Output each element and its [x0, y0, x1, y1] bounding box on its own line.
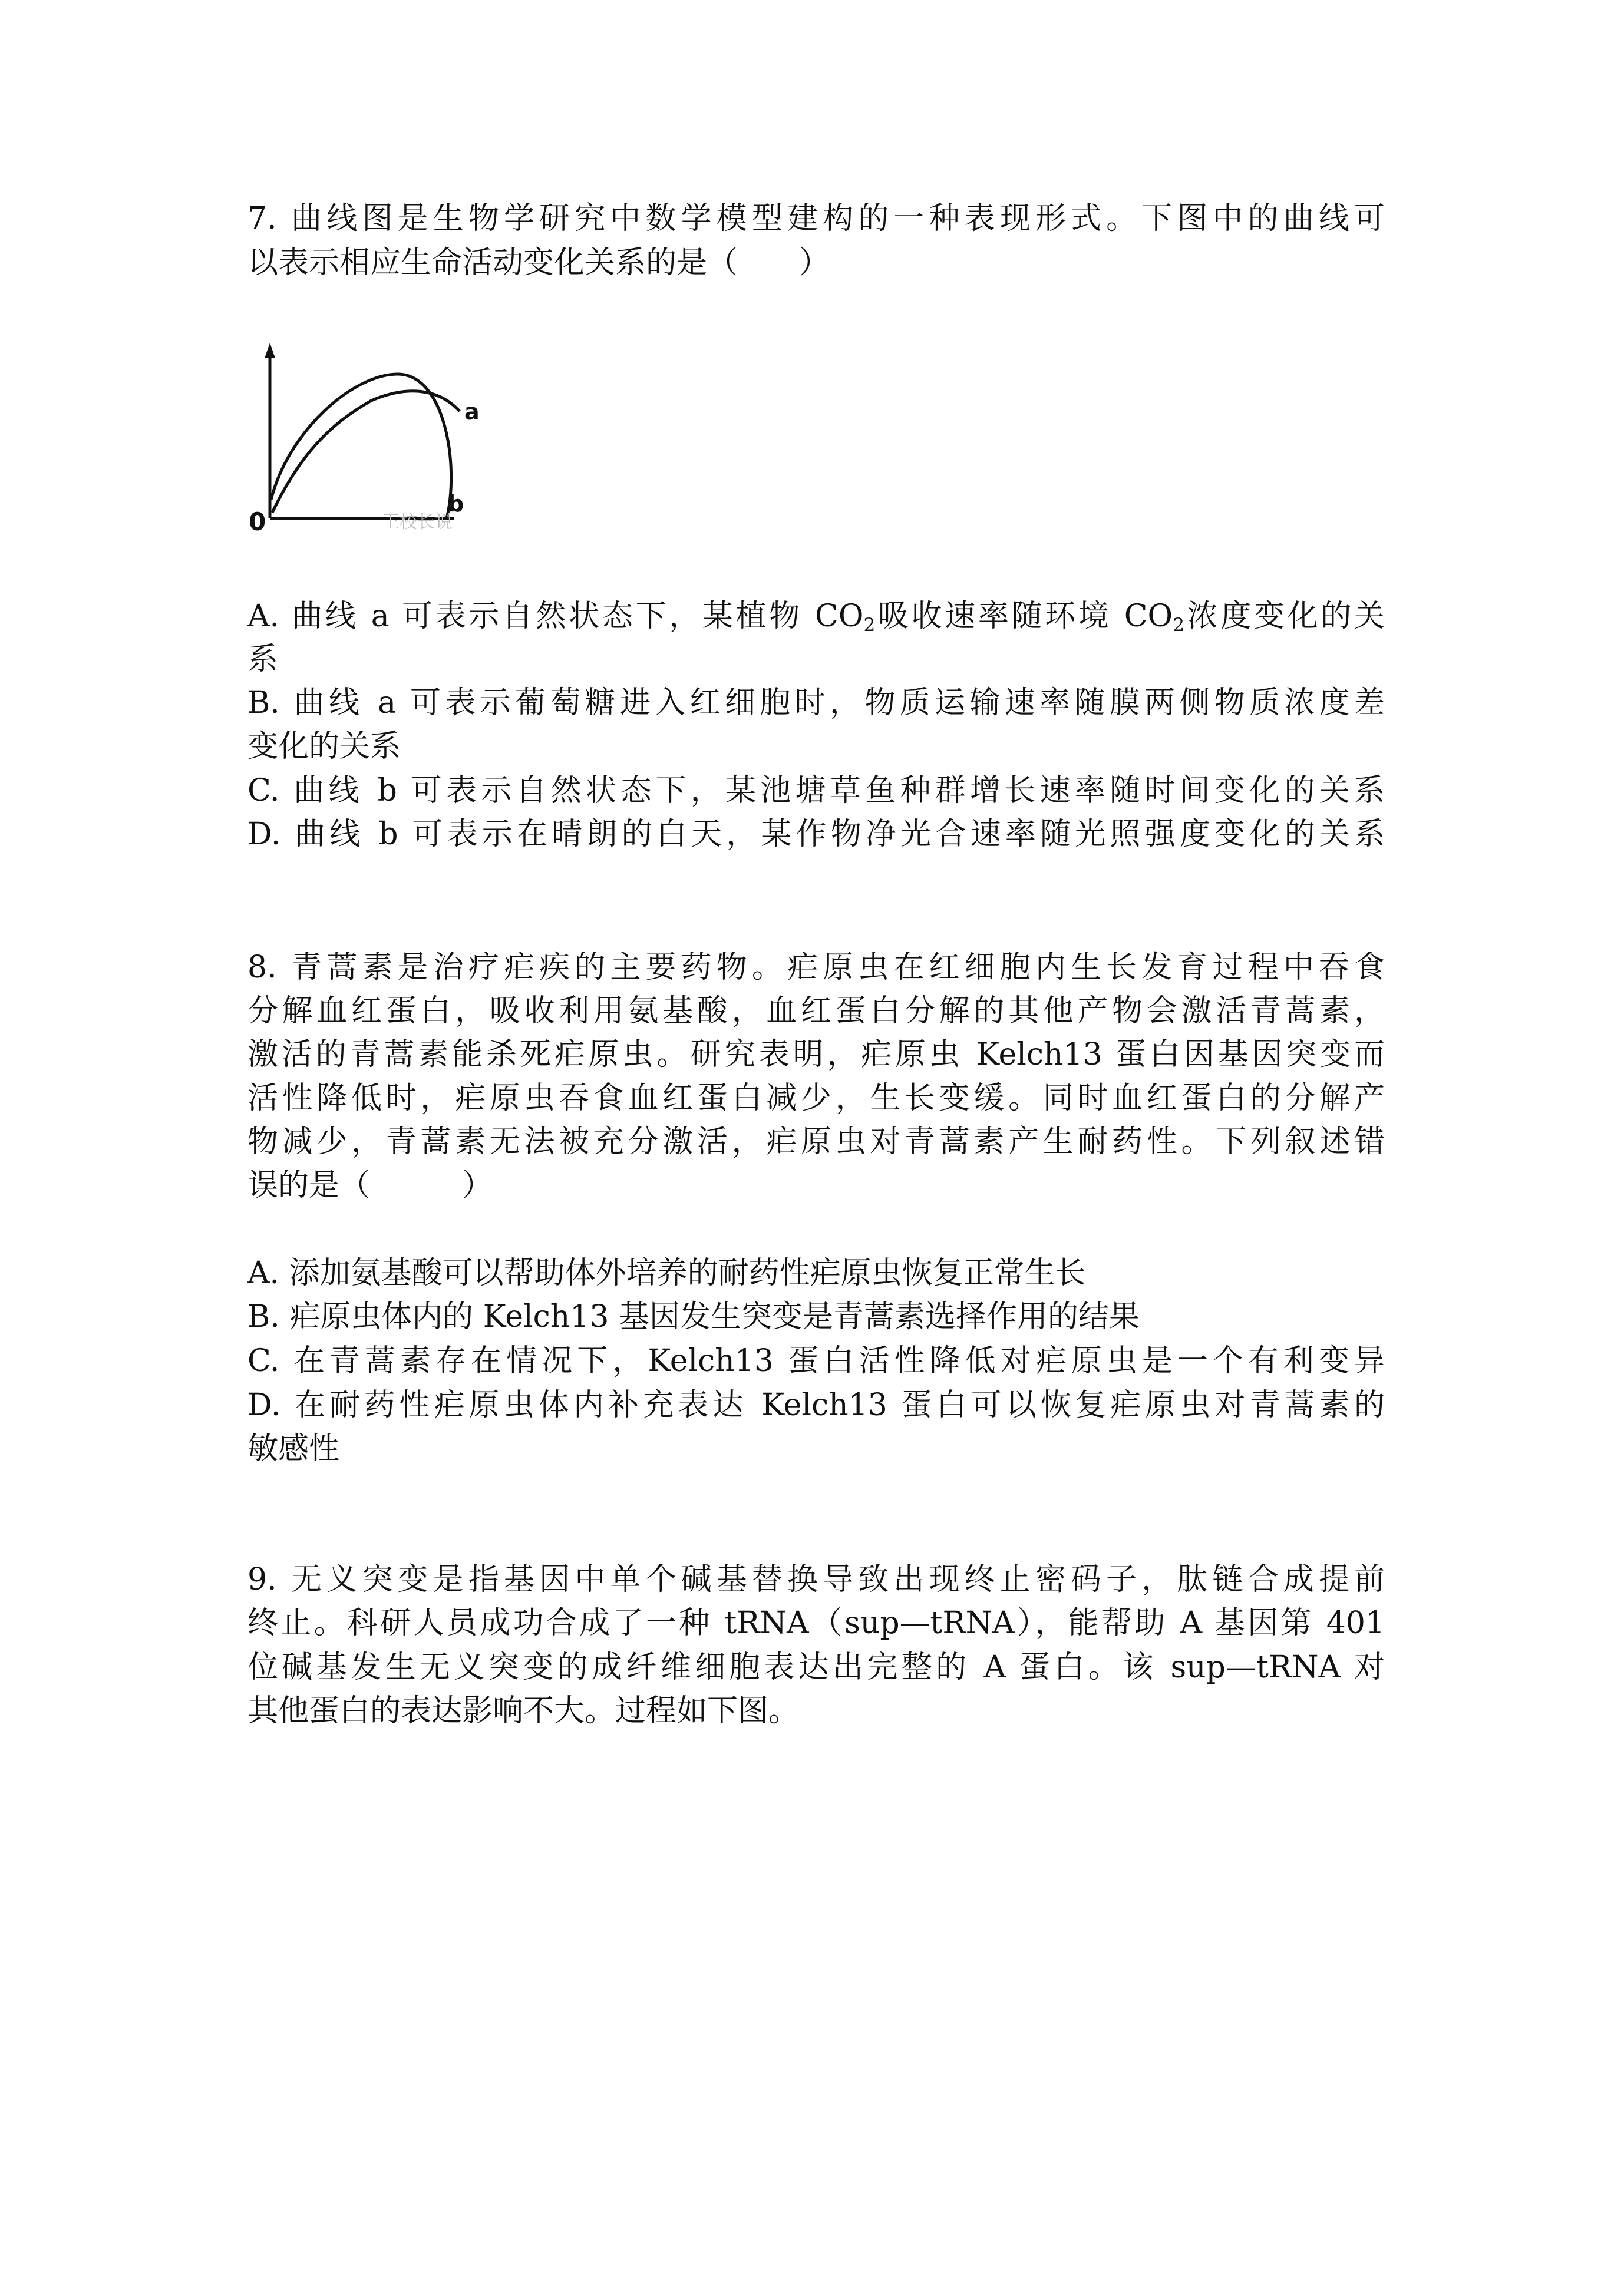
q8-stem-line-6: 误的是（ ） [247, 1168, 493, 1203]
q8-stem-line-2: 分解血红蛋白，吸收利用氨基酸，血红蛋白分解的其他产物会激活青蒿素， [247, 993, 1385, 1029]
q7-option-a-text: 浓度变化的关 [1184, 599, 1385, 634]
q7-curve-figure [236, 336, 542, 548]
curve-b [271, 374, 451, 518]
q7-option-d: D. 曲线 b 可表示在晴朗的白天，某作物净光合速率随光照强度变化的关系 [247, 817, 1385, 852]
q7-option-a-line-2: 系 [247, 642, 279, 677]
subscript: 2 [1173, 614, 1185, 636]
origin-label: 0 [249, 507, 266, 536]
q8-stem-line-5: 物减少，青蒿素无法被充分激活，疟原虫对青蒿素产生耐药性。下列叙述错 [247, 1124, 1385, 1159]
y-axis-arrow-icon [265, 343, 275, 358]
q9-stem-line-3: 位碱基发生无义突变的成纤维细胞表达出完整的 A 蛋白。该 sup—tRNA 对 [247, 1650, 1385, 1685]
q7-option-a-text: A. 曲线 a 可表示自然状态下，某植物 CO [247, 599, 864, 634]
q7-option-a-text: 吸收速率随环境 CO [875, 599, 1173, 634]
q8-option-d-line-2: 敏感性 [247, 1431, 340, 1466]
q7-option-b-line-1: B. 曲线 a 可表示葡萄糖进入红细胞时，物质运输速率随膜两侧物质浓度差 [247, 685, 1385, 721]
q7-option-b-line-2: 变化的关系 [247, 729, 401, 764]
q7-stem-line-2: 以表示相应生命活动变化关系的是（ ） [247, 245, 830, 280]
q7-option-c: C. 曲线 b 可表示自然状态下，某池塘草鱼种群增长速率随时间变化的关系 [247, 773, 1385, 808]
q8-option-c: C. 在青蒿素存在情况下，Kelch13 蛋白活性降低对疟原虫是一个有利变异 [247, 1343, 1385, 1379]
q9-stem-line-1: 9. 无义突变是指基因中单个碱基替换导致出现终止密码子，肽链合成提前 [247, 1562, 1385, 1597]
curve-b-label: b [448, 491, 464, 517]
q9-stem-line-2: 终止。科研人员成功合成了一种 tRNA（sup—tRNA），能帮助 A 基因第 401 [247, 1605, 1385, 1641]
q8-stem-line-4: 活性降低时，疟原虫吞食血红蛋白减少，生长变缓。同时血红蛋白的分解产 [247, 1081, 1385, 1116]
q9-stem-line-4: 其他蛋白的表达影响不大。过程如下图。 [247, 1693, 800, 1729]
curve-a-label: a [464, 399, 480, 425]
q8-stem-line-1: 8. 青蒿素是治疗疟疾的主要药物。疟原虫在红细胞内生长发育过程中吞食 [247, 950, 1385, 985]
q8-option-a: A. 添加氨基酸可以帮助体外培养的耐药性疟原虫恢复正常生长 [247, 1256, 1086, 1291]
q7-stem-line-1: 7. 曲线图是生物学研究中数学模型建构的一种表现形式。下图中的曲线可 [247, 201, 1385, 236]
subscript: 2 [863, 614, 876, 636]
q8-option-b: B. 疟原虫体内的 Kelch13 基因发生突变是青蒿素选择作用的结果 [247, 1299, 1140, 1334]
q7-option-a-line-1 [247, 595, 1385, 637]
watermark: 王校长说 [382, 512, 453, 533]
curve-a [272, 391, 460, 513]
q8-stem-line-3: 激活的青蒿素能杀死疟原虫。研究表明，疟原虫 Kelch13 蛋白因基因突变而 [247, 1037, 1385, 1072]
q8-option-d-line-1: D. 在耐药性疟原虫体内补充表达 Kelch13 蛋白可以恢复疟原虫对青蒿素的 [247, 1387, 1385, 1423]
